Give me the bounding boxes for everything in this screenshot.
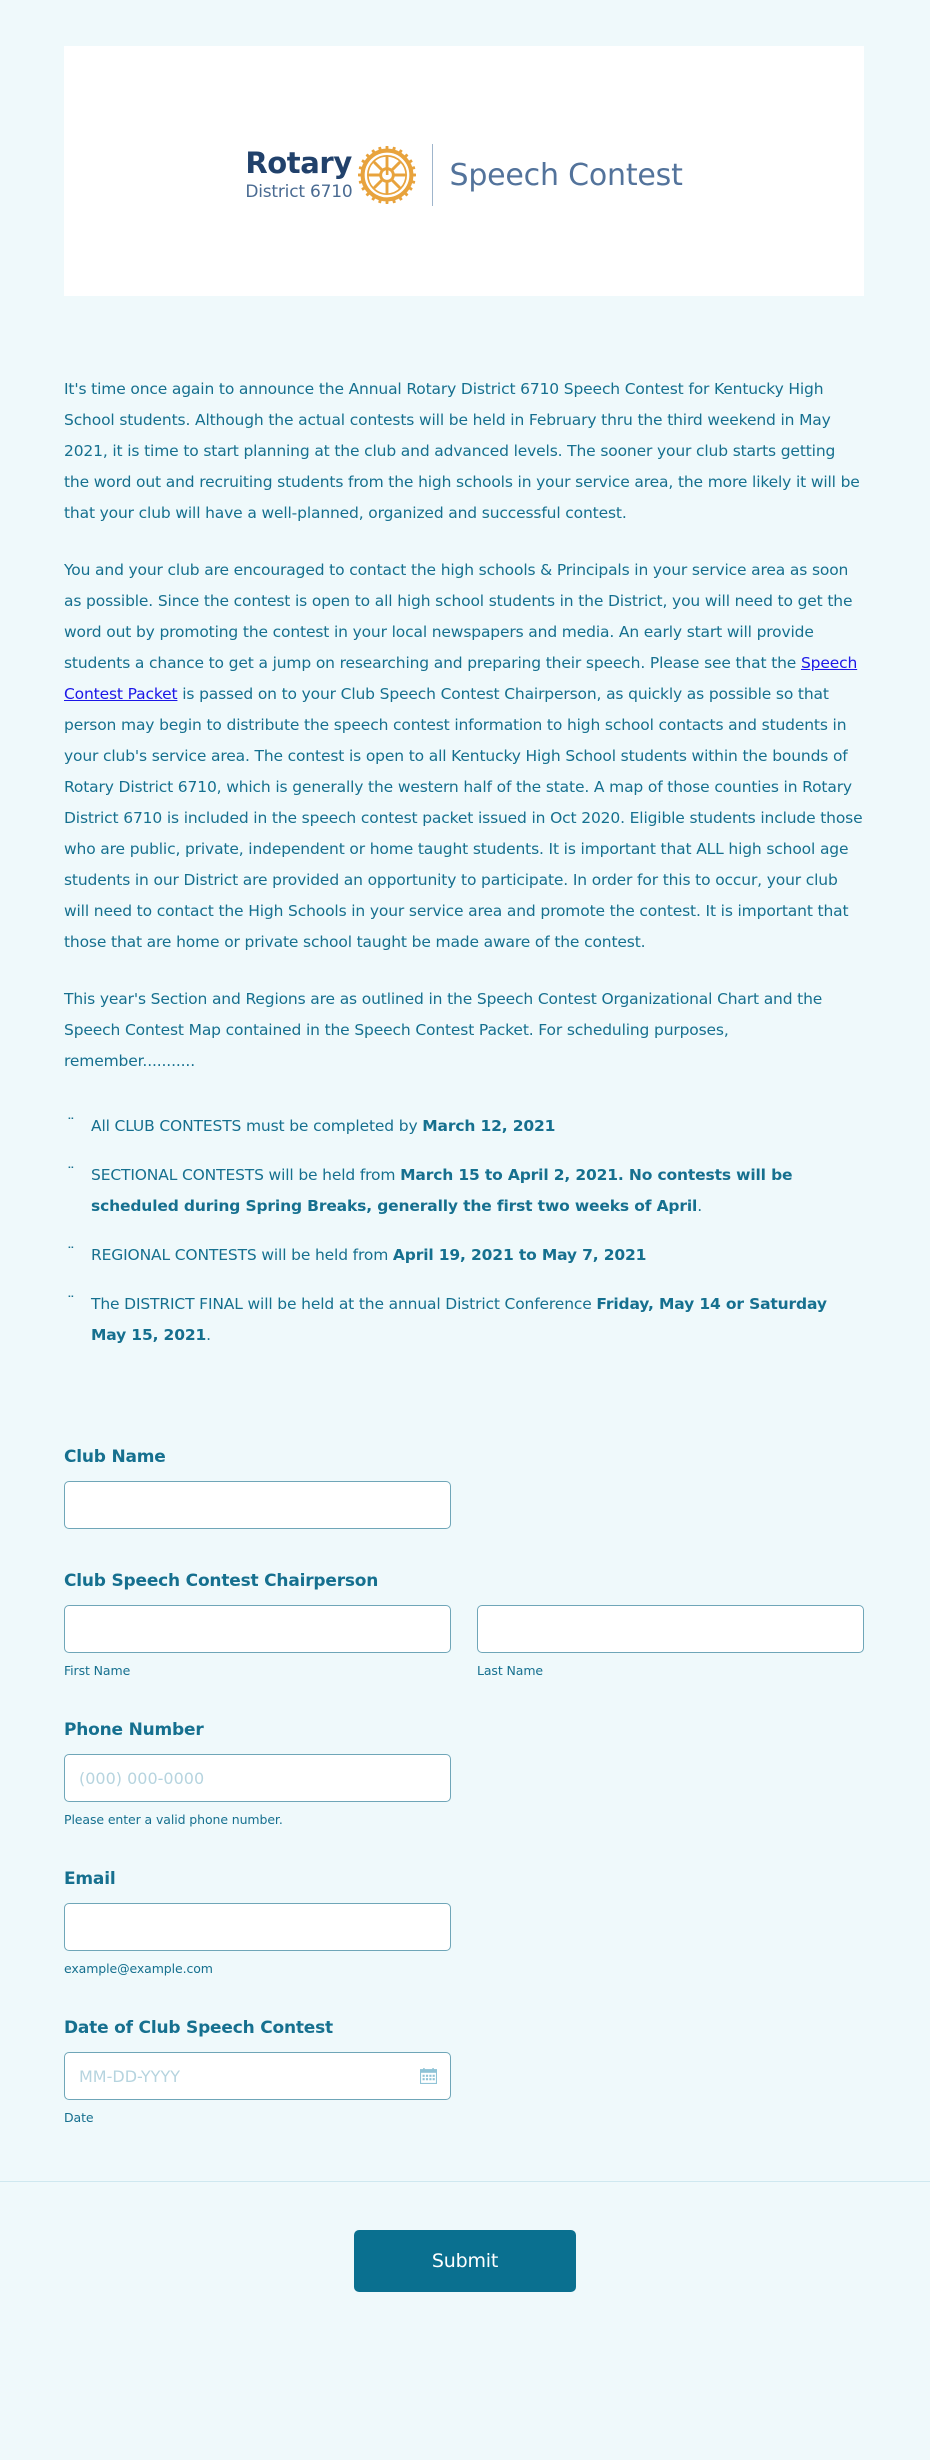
first-name-sublabel: First Name	[64, 1663, 131, 1678]
phone-label: Phone Number	[64, 1720, 204, 1740]
chairperson-name-row	[64, 1605, 864, 1678]
list-item	[64, 1111, 864, 1142]
speech-contest-packet-link[interactable]: Speech Contest Packet	[64, 654, 858, 703]
contest-date-input[interactable]	[64, 2052, 451, 2100]
header-banner	[64, 46, 864, 296]
chairperson-field-block	[64, 1571, 864, 1678]
club-name-input[interactable]	[64, 1481, 451, 1529]
bullet-marker-icon: ¨	[67, 1293, 75, 1311]
rotary-brand-text: Rotary	[245, 146, 352, 180]
bullet-text-tail: .	[206, 1326, 211, 1344]
rotary-wordmark	[245, 146, 353, 202]
logo-title-text: Speech Contest	[449, 157, 683, 193]
bullet-marker-icon: ¨	[67, 1244, 75, 1262]
email-label: Email	[64, 1869, 116, 1889]
phone-input[interactable]	[64, 1754, 451, 1802]
bullet-text-plain: The DISTRICT FINAL will be held at the annual District Conference	[91, 1295, 597, 1313]
bullet-text-bold: March 15 to April 2, 2021. No contests will be scheduled during Spring Breaks, generally the first two weeks of April	[91, 1166, 793, 1215]
intro-paragraph-2	[64, 555, 864, 958]
list-item	[64, 1289, 864, 1351]
bullet-marker-icon: ¨	[67, 1115, 75, 1133]
list-item	[64, 1160, 864, 1222]
phone-sublabel: Please enter a valid phone number.	[64, 1812, 283, 1827]
last-name-input[interactable]	[477, 1605, 864, 1653]
intro-paragraph-2-part-a: You and your club are encouraged to contact the high schools & Principals in your service area as soon as possible. Since the contest is open to all high school students in the District, you will need to get the word out by promoting the contest in your local newspapers and media. An early start will provide students a chance to get a jump on researching and preparing their speech. Please see that the	[64, 561, 853, 672]
rotary-speech-contest-logo	[245, 144, 682, 206]
last-name-sublabel: Last Name	[477, 1663, 543, 1678]
contest-date-label: Date of Club Speech Contest	[64, 2018, 333, 2038]
rotary-district-text: District 6710	[245, 182, 353, 202]
calendar-icon[interactable]	[420, 2068, 437, 2085]
last-name-column	[477, 1605, 864, 1678]
phone-field-block	[64, 1720, 864, 1827]
rotary-wheel-icon	[358, 146, 416, 204]
chairperson-label: Club Speech Contest Chairperson	[64, 1571, 379, 1591]
email-input[interactable]	[64, 1903, 451, 1951]
intro-paragraph-2-part-b: is passed on to your Club Speech Contest Chairperson, as quickly as possible so that person may begin to distribute the speech contest information to high school contacts and students in your club's service area. The contest is open to all Kentucky High School students within the bounds of Rotary District 6710, which is generally the western half of the state. A map of those counties in Rotary District 6710 is included in the speech contest packet issued in Oct 2020. Eligible students include those who are public, private, independent or home taught students. It is important that ALL high school age students in our District are provided an opportunity to participate. In order for this to occur, your club will need to contact the High Schools in your service area and promote the contest. It is important that those that are home or private school taught be made aware of the contest.	[64, 685, 863, 951]
list-item	[64, 1240, 864, 1271]
first-name-column	[64, 1605, 451, 1678]
club-name-field-block	[64, 1447, 864, 1529]
first-name-input[interactable]	[64, 1605, 451, 1653]
submit-row	[0, 2182, 930, 2346]
logo-divider	[432, 144, 433, 206]
bullet-text-plain: SECTIONAL CONTESTS will be held from	[91, 1166, 401, 1184]
intro-paragraph-1: It's time once again to announce the Annual Rotary District 6710 Speech Contest for Kentucky High School students. Although the actual contests will be held in February thru the third weekend in May 2021, it is time to start planning at the club and advanced levels. The sooner your club starts getting the word out and recruiting students from the high schools in your service area, the more likely it will be that your club will have a well-planned, organized and successful contest.	[64, 380, 860, 522]
club-name-label: Club Name	[64, 1447, 166, 1467]
contest-date-field-block	[64, 2018, 864, 2125]
intro-content	[64, 374, 864, 1351]
bullet-text-bold: March 12, 2021	[422, 1117, 556, 1135]
intro-paragraph-3: This year's Section and Regions are as outlined in the Speech Contest Organizational Chart and the Speech Contest Map contained in the Speech Contest Packet. For scheduling purposes, remember...........	[64, 990, 823, 1070]
email-sublabel: example@example.com	[64, 1961, 213, 1976]
bullet-text-tail: .	[697, 1197, 702, 1215]
bullet-marker-icon: ¨	[67, 1164, 75, 1182]
bullet-text-plain: All CLUB CONTESTS must be completed by	[91, 1117, 423, 1135]
schedule-bullet-list	[64, 1111, 864, 1351]
submit-button[interactable]: Submit	[354, 2230, 576, 2292]
bullet-text-plain: REGIONAL CONTESTS will be held from	[91, 1246, 393, 1264]
contest-date-input-wrap	[64, 2052, 451, 2100]
bullet-text-bold: Friday, May 14 or Saturday May 15, 2021	[91, 1295, 827, 1344]
email-field-block	[64, 1869, 864, 1976]
registration-form	[64, 1447, 864, 2125]
bullet-text-bold: April 19, 2021 to May 7, 2021	[392, 1246, 647, 1264]
contest-date-sublabel: Date	[64, 2110, 94, 2125]
